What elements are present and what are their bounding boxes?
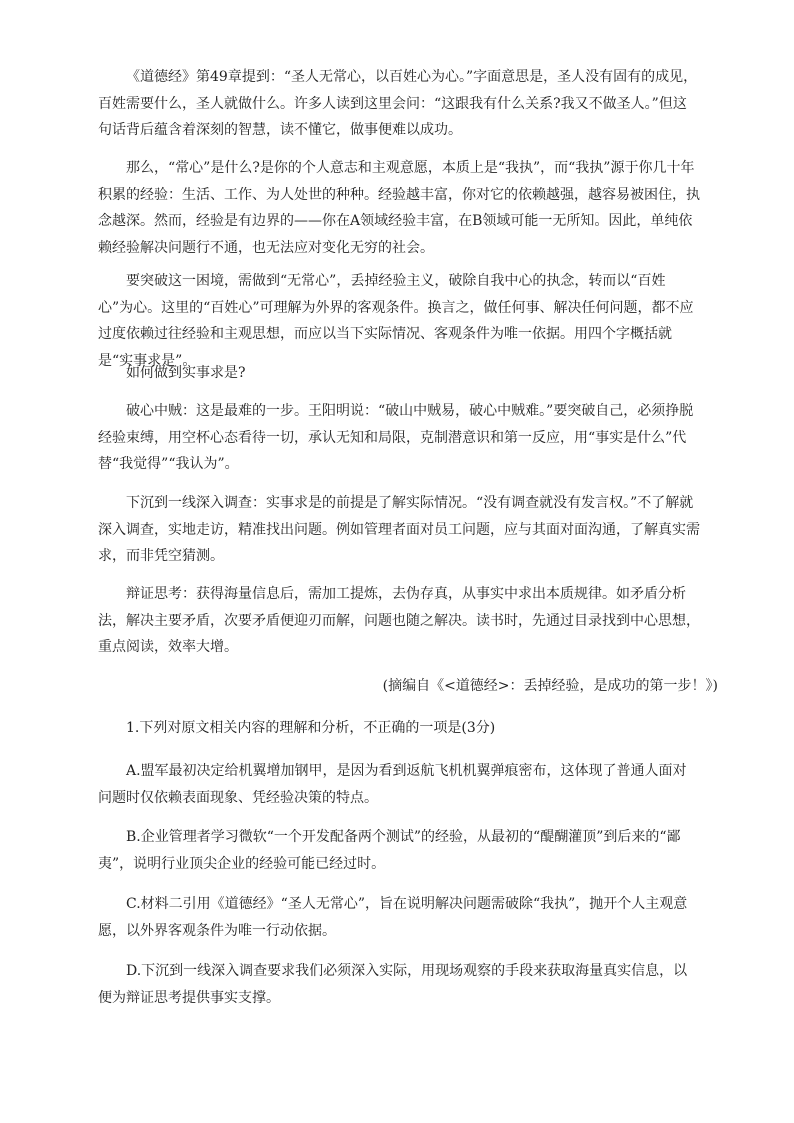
paragraph-3: 要突破这一困境，需做到“无常心”，丢掉经验主义，破除自我中心的执念，转而以“百姓心”为心。这里的“百姓心”可理解为外界的客观条件。换言之，做任何事、解决任何问题，都不应过度依赖过往经验和主观思想，而应以当下实际情况、客观条件为唯一依据。用四个字概括就是“实事求是”。 [98,273,694,369]
option-c: C.材料二引用《道德经》“圣人无常心”，旨在说明解决问题需破除“我执”，抛开个人主观意愿，以外界客观条件为唯一行动依据。 [98,896,688,939]
source-citation: (摘编自《<道德经>：丢掉经验，是成功的第一步！》) [382,678,718,694]
option-a: A.盟军最初决定给机翼增加钢甲，是因为看到返航飞机机翼弹痕密布，这体现了普通人面对问题时仅依赖表面现象、凭经验决策的特点。 [98,763,687,806]
paragraph-6: 下沉到一线深入调查：实事求是的前提是了解实际情况。“没有调查就没有发言权。”不了解就深入调查，实地走访，精准找出问题。例如管理者面对员工问题，应与其面对面沟通，了解真实需求，而非凭空猜测。 [98,495,700,564]
paragraph-7: 辩证思考：获得海量信息后，需加工提炼，去伪存真，从事实中求出本质规律。如矛盾分析法，解决主要矛盾，次要矛盾便迎刃而解，问题也随之解决。读书时，先通过目录找到中心思想，重点阅读，效率大增。 [98,586,700,655]
option-b: B.企业管理者学习微软“一个开发配备两个测试”的经验，从最初的“醍醐灌顶”到后来的“鄙夷”，说明行业顶尖企业的经验可能已经过时。 [98,829,681,872]
paragraph-1: 《道德经》第49章提到：“圣人无常心，以百姓心为心。”字面意思是，圣人没有固有的成见，百姓需要什么，圣人就做什么。许多人读到这里会问：“这跟我有什么关系?我又不做圣人。”但这句话背后蕴含着深刻的智慧，读不懂它，做事便难以成功。 [98,69,698,138]
paragraph-4: 如何做到实事求是? [126,365,246,381]
paragraph-5: 破心中贼：这是最难的一步。王阳明说：“破山中贼易，破心中贼难。”要突破自己，必须挣脱经验束缚，用空杯心态看待一切，承认无知和局限，克制潜意识和第一反应，用“事实是什么”代替“我觉得”“我认为”。 [98,403,694,472]
option-d: D.下沉到一线深入调查要求我们必须深入实际，用现场观察的手段来获取海量真实信息，以便为辩证思考提供事实支撑。 [98,963,688,1006]
question-stem: 1.下列对原文相关内容的理解和分析，不正确的一项是(3分) [126,720,496,736]
paragraph-2: 那么，“常心”是什么?是你的个人意志和主观意愿，本质上是“我执”，而“我执”源于你几十年积累的经验：生活、工作、为人处世的种种。经验越丰富，你对它的依赖越强，越容易被困住，执念越深。然而，经验是有边界的——你在A领域经验丰富，在B领域可能一无所知。因此，单纯依赖经验解决问题行不通，也无法应对变化无穷的社会。 [98,160,700,256]
